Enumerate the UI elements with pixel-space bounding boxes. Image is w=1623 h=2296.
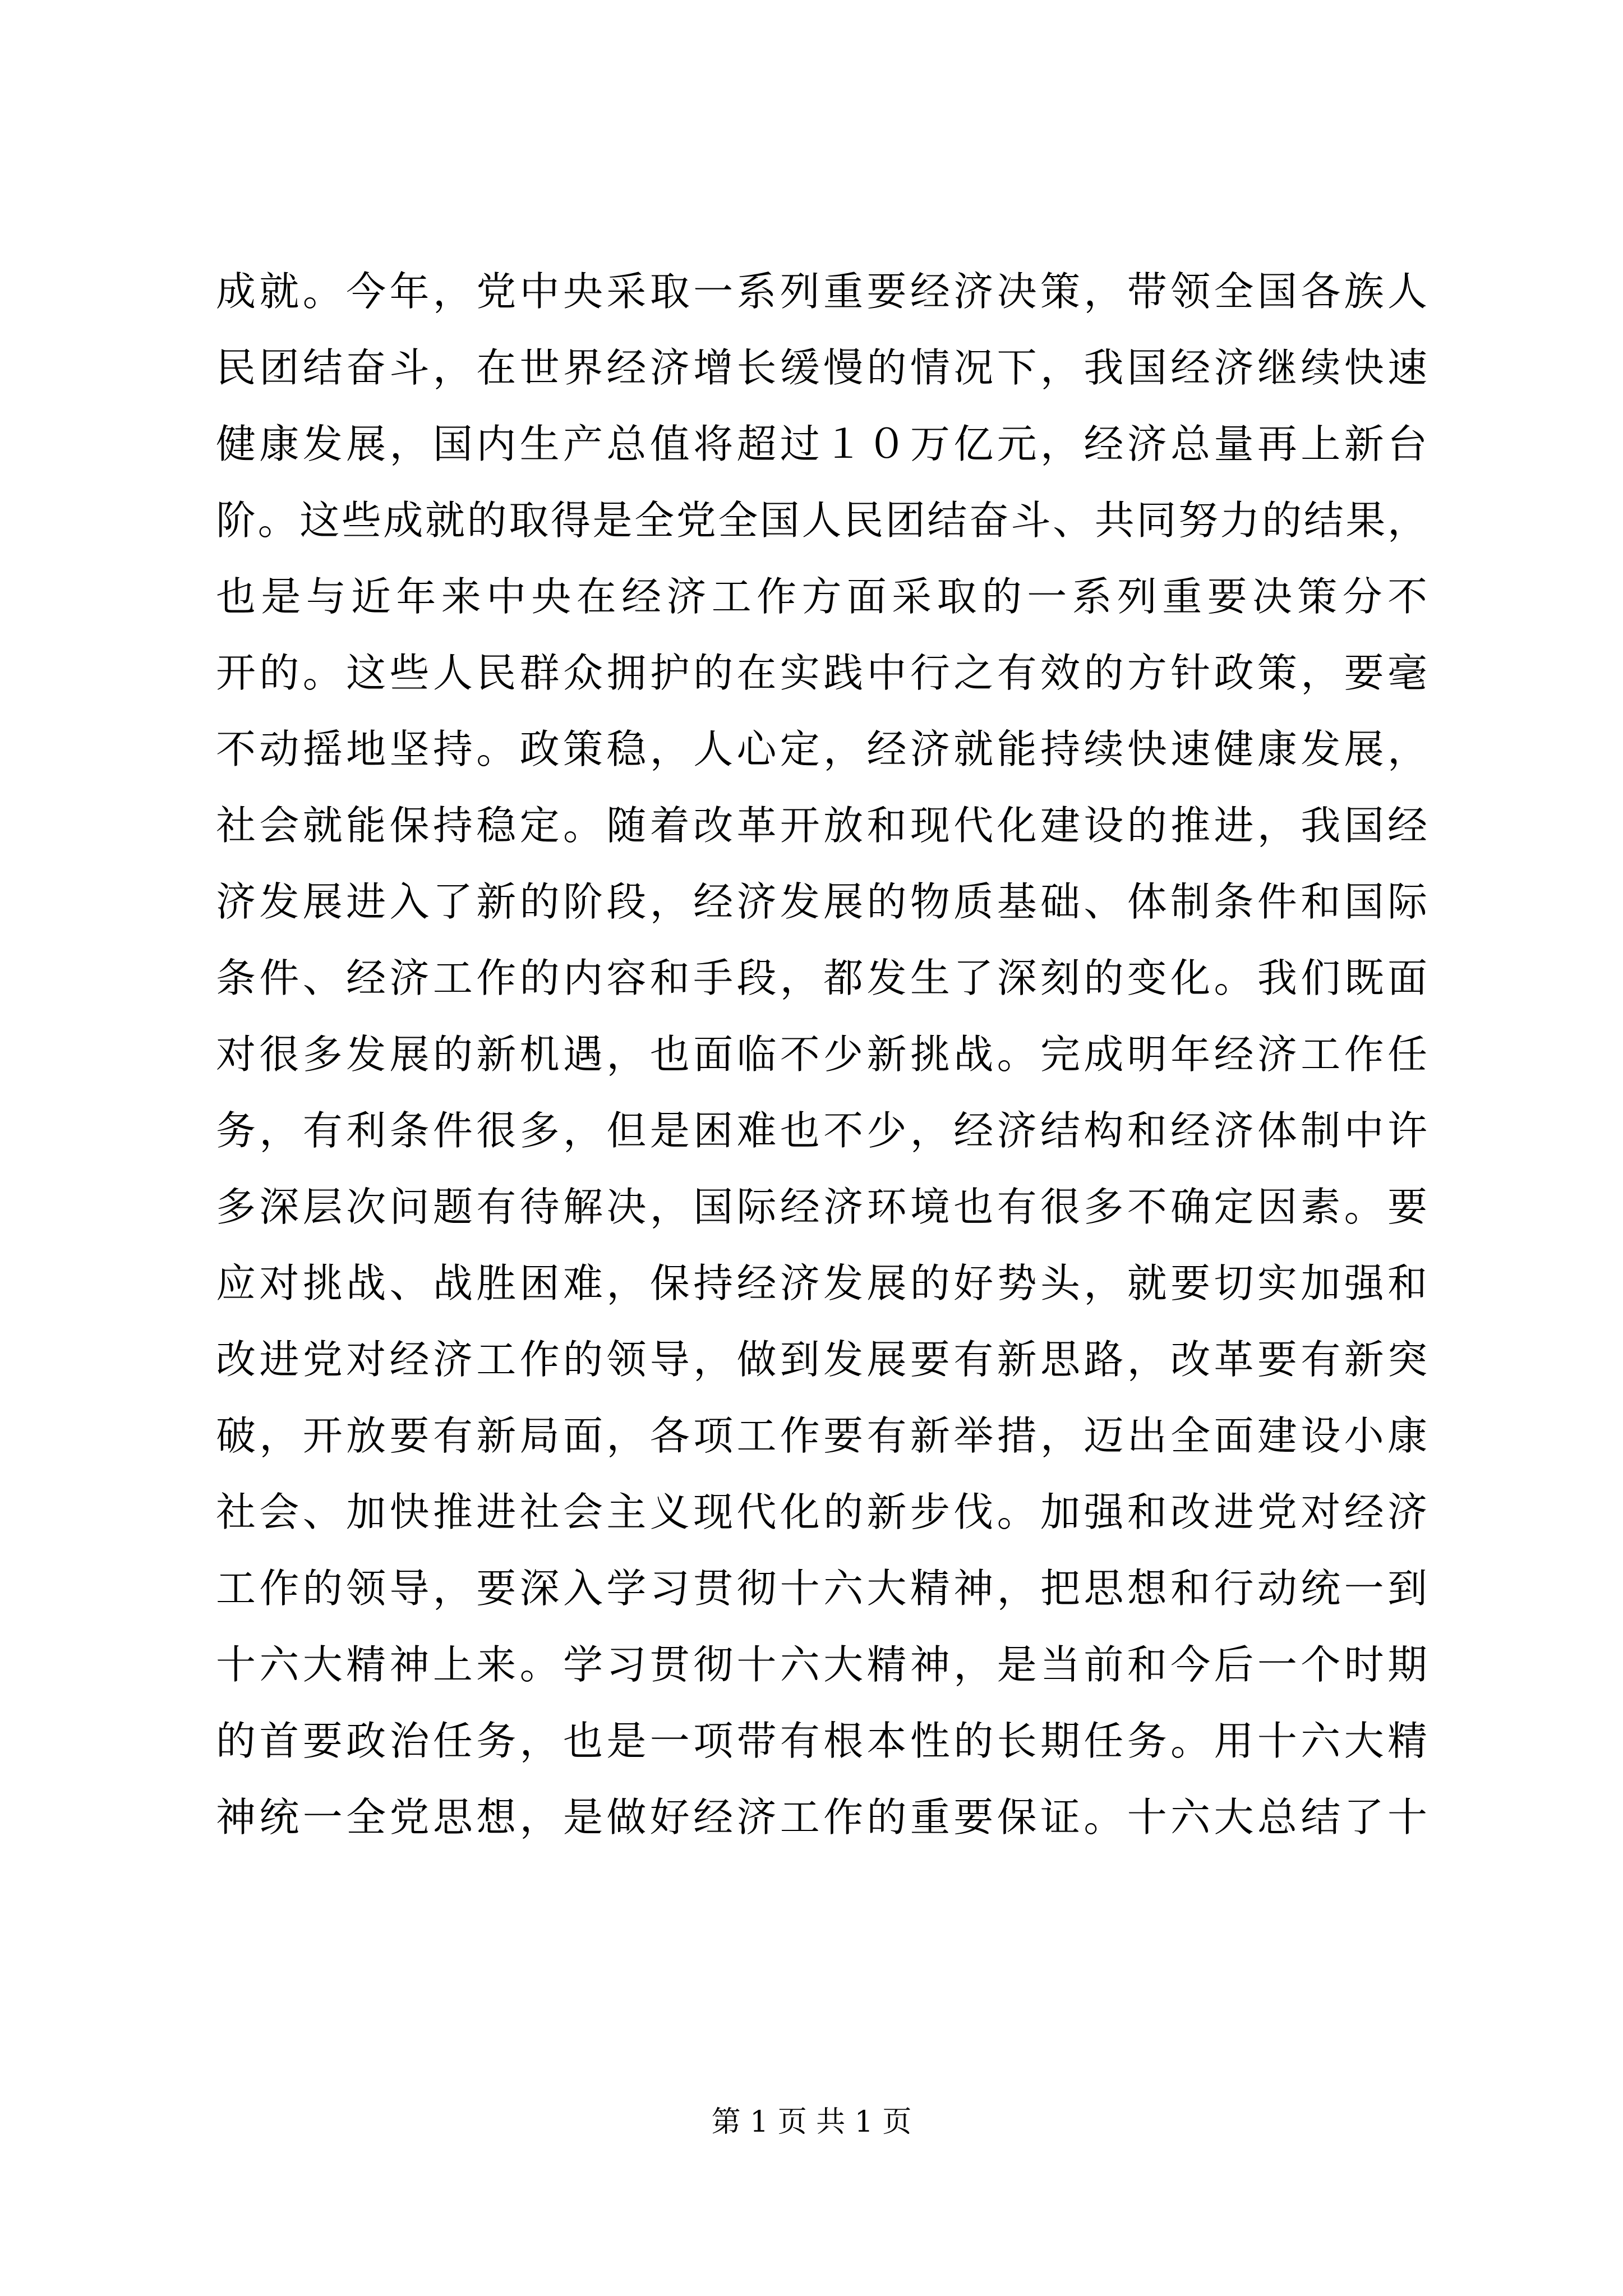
text-line: 条件、经济工作的内容和手段，都发生了深刻的变化。我们既面 <box>216 955 1427 1001</box>
text-line: 对很多发展的新机遇，也面临不少新挑战。完成明年经济工作任 <box>216 1031 1427 1078</box>
text-line: 健康发展，国内生产总值将超过１０万亿元，经济总量再上新台 <box>216 421 1427 467</box>
text-line: 民团结奋斗，在世界经济增长缓慢的情况下，我国经济继续快速 <box>216 344 1427 391</box>
text-line: 务，有利条件很多，但是困难也不少，经济结构和经济体制中许 <box>216 1107 1427 1154</box>
text-line: 应对挑战、战胜困难，保持经济发展的好势头，就要切实加强和 <box>216 1260 1427 1306</box>
text-line: 也是与近年来中央在经济工作方面采取的一系列重要决策分不 <box>216 573 1427 620</box>
text-line: 社会就能保持稳定。随着改革开放和现代化建设的推进，我国经 <box>216 802 1427 849</box>
text-line: 成就。今年，党中央采取一系列重要经济决策，带领全国各族人 <box>216 268 1427 315</box>
text-line: 十六大精神上来。学习贯彻十六大精神，是当前和今后一个时期 <box>216 1641 1427 1688</box>
text-line: 神统一全党思想，是做好经济工作的重要保证。十六大总结了十 <box>216 1794 1427 1841</box>
text-line: 济发展进入了新的阶段，经济发展的物质基础、体制条件和国际 <box>216 878 1427 925</box>
text-line: 的首要政治任务，也是一项带有根本性的长期任务。用十六大精 <box>216 1718 1427 1764</box>
text-line: 改进党对经济工作的领导，做到发展要有新思路，改革要有新突 <box>216 1336 1427 1383</box>
text-line: 不动摇地坚持。政策稳，人心定，经济就能持续快速健康发展， <box>216 726 1427 772</box>
text-line: 工作的领导，要深入学习贯彻十六大精神，把思想和行动统一到 <box>216 1565 1427 1612</box>
text-line: 多深层次问题有待解决，国际经济环境也有很多不确定因素。要 <box>216 1184 1427 1230</box>
text-line: 破，开放要有新局面，各项工作要有新举措，迈出全面建设小康 <box>216 1412 1427 1459</box>
page-footer: 第 1 页 共 1 页 <box>711 2105 912 2139</box>
text-line: 阶。这些成就的取得是全党全国人民团结奋斗、共同努力的结果， <box>216 497 1427 544</box>
text-line: 社会、加快推进社会主义现代化的新步伐。加强和改进党对经济 <box>216 1489 1427 1535</box>
text-line: 开的。这些人民群众拥护的在实践中行之有效的方针政策，要毫 <box>216 650 1427 696</box>
